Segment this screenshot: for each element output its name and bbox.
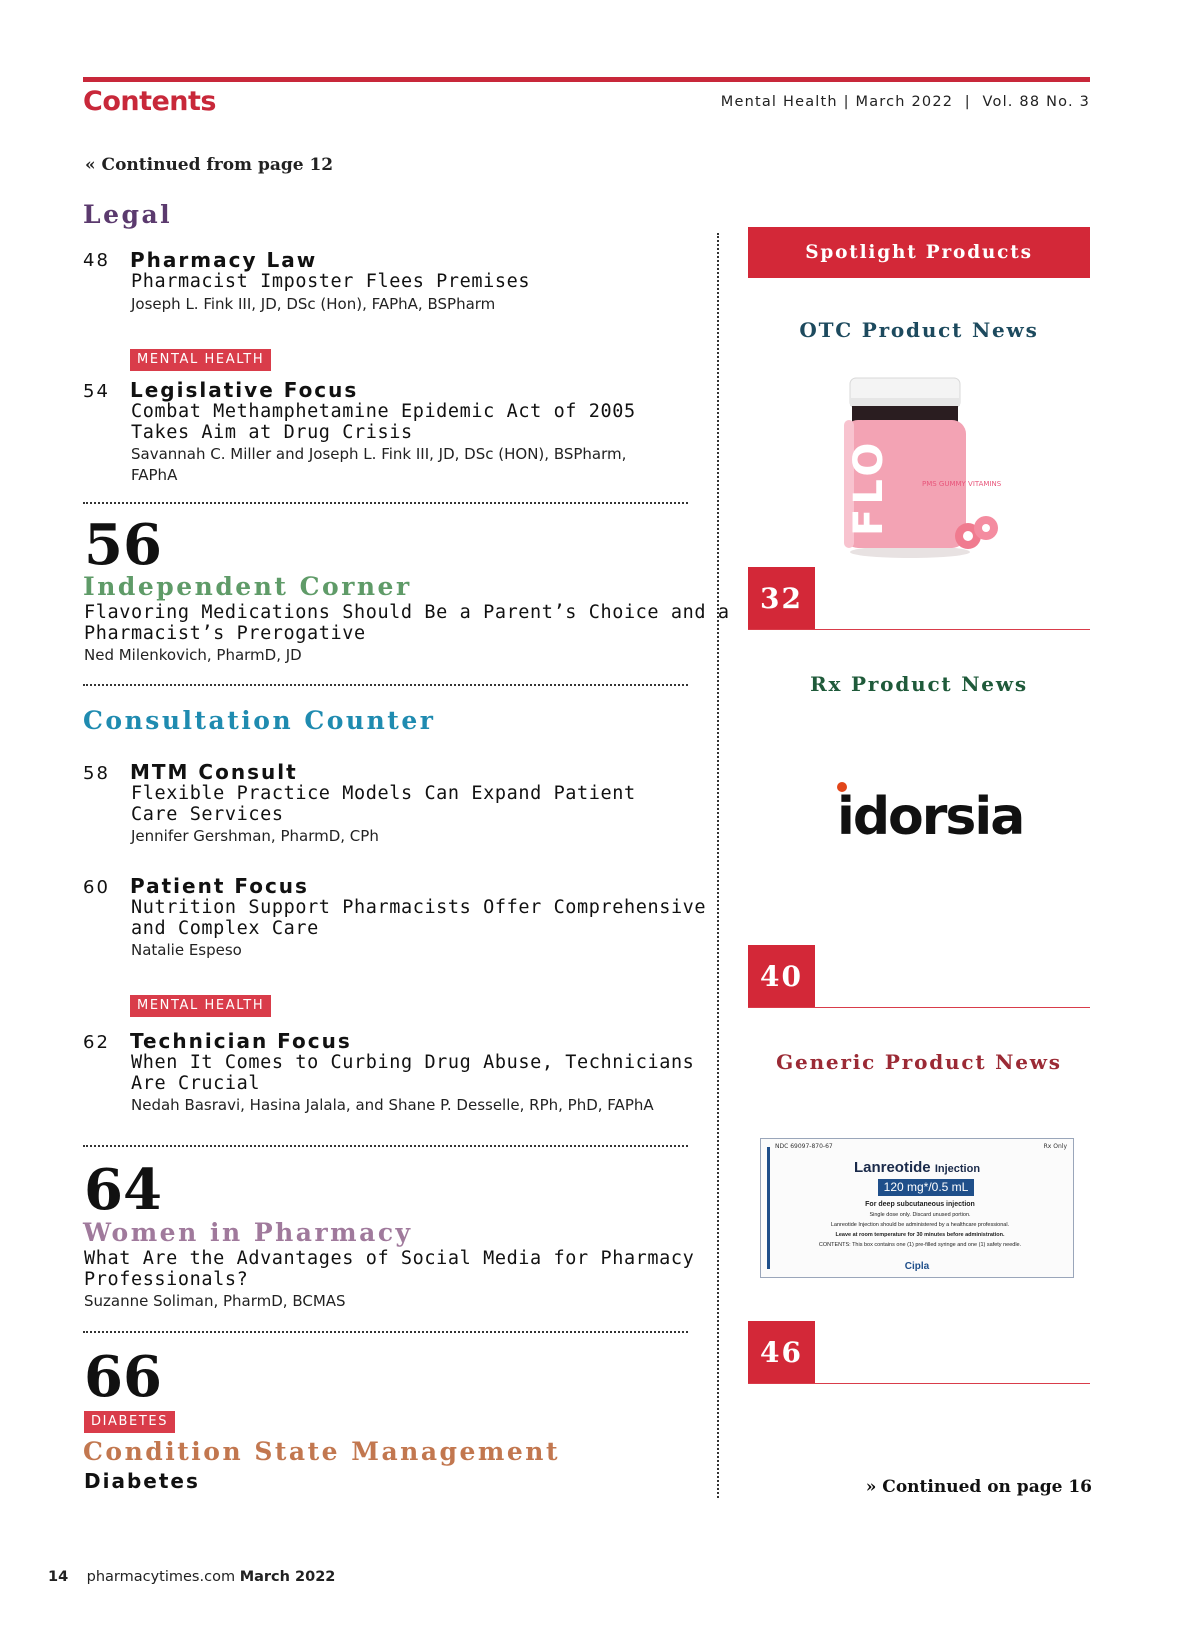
entry-author: Jennifer Gershman, PharmD, CPh [131,827,379,845]
mental-health-badge: MENTAL HEALTH [130,995,271,1017]
headline-line: Flavoring Medications Should Be a Parent’s Choice and a [84,602,730,623]
headline-line: Care Services [131,804,284,825]
lanreotide-box-image[interactable] [760,1138,1074,1278]
dotted-divider [83,502,688,504]
header-rule [83,77,1090,82]
dotted-divider [83,1145,688,1147]
entry-subtitle[interactable]: Diabetes [84,1469,200,1493]
footer-site[interactable]: pharmacytimes.com [86,1569,236,1585]
flo-label-text: FLO [846,438,892,536]
product-news-title[interactable]: OTC Product News [799,318,1039,342]
product-page-number[interactable]: 46 [748,1321,815,1384]
entry-department[interactable]: Legislative Focus [130,378,359,402]
entry-headline[interactable] [131,1052,694,1094]
product-underline [748,1383,1090,1384]
entry-department[interactable]: Technician Focus [130,1029,352,1053]
headline-line: Nutrition Support Pharmacists Offer Comprehensive [131,897,707,918]
page-title: Contents [83,86,217,117]
section-title-consultation-counter: Consultation Counter [83,706,436,735]
section-title-independent-corner[interactable]: Independent Corner [83,572,412,601]
section-title-women-in-pharmacy[interactable]: Women in Pharmacy [83,1218,413,1247]
dose-box [878,1179,974,1196]
feature-page-number: 64 [84,1157,162,1223]
diabetes-badge: DIABETES [84,1411,175,1433]
headline-line: What Are the Advantages of Social Media for Pharmacy [84,1248,695,1269]
product-page-number[interactable]: 32 [748,567,815,630]
dotted-divider [83,684,688,686]
headline-line: and Complex Care [131,918,319,939]
product-underline [748,629,1090,630]
entry-page-number: 58 [83,763,110,784]
entry-page-number: 62 [83,1032,110,1053]
section-title-legal: Legal [83,200,173,229]
flo-sub-label-text: PMS GUMMY VITAMINS [922,480,1002,488]
drug-name [761,1159,1073,1176]
product-news-title[interactable]: Generic Product News [776,1050,1062,1074]
headline-line: Pharmacist’s Prerogative [84,623,366,644]
entry-headline[interactable] [84,1248,694,1290]
entry-department[interactable]: Pharmacy Law [130,248,318,272]
column-divider [717,233,719,1498]
feature-page-number: 66 [84,1344,162,1410]
headline-line: Combat Methamphetamine Epidemic Act of 2005 [131,401,636,422]
ndc-text: NDC 69097-870-67 [775,1143,833,1150]
entry-author: Ned Milenkovich, PharmD, JD [84,646,302,664]
entry-author: Nedah Basravi, Hasina Jalala, and Shane P. Desselle, RPh, PhD, FAPhA [131,1096,654,1114]
entry-page-number: 48 [83,250,110,271]
entry-headline[interactable] [84,602,730,644]
author-line: Savannah C. Miller and Joseph L. Fink III, JD, DSc (HON), BSPharm, [131,445,627,463]
cipla-brand: Cipla [904,1261,930,1272]
author-line: FAPhA [131,466,178,484]
entry-department[interactable]: MTM Consult [130,760,298,784]
headline-line: Professionals? [84,1269,249,1290]
product-page-number[interactable]: 40 [748,945,815,1008]
fineprint-line: Lanreotide Injection should be administered by a healthcare professional. [830,1222,1010,1228]
idorsia-logo-text: idorsia [837,787,1024,840]
flo-gummy-bottle-image[interactable] [810,376,1010,561]
mental-health-badge: MENTAL HEALTH [130,349,271,371]
dose-text: 120 mg*/0.5 mL [883,1180,969,1194]
drug-name-suffix: Injection [934,1163,981,1175]
section-title-condition-state-management[interactable]: Condition State Management [83,1437,560,1466]
fineprint-line: For deep subcutaneous injection [865,1201,975,1208]
rx-only-text: Rx Only [1043,1143,1067,1150]
issue-info: Mental Health | March 2022 | Vol. 88 No. 3 [720,94,1090,110]
box-fineprint [773,1200,1067,1250]
headline-line: Flexible Practice Models Can Expand Patient [131,783,636,804]
entry-page-number: 60 [83,877,110,898]
headline-line: When It Comes to Curbing Drug Abuse, Technicians [131,1052,695,1073]
feature-page-number: 56 [84,512,162,578]
entry-author: Natalie Espeso [131,941,242,959]
entry-author: Suzanne Soliman, PharmD, BCMAS [84,1292,346,1310]
product-news-title[interactable]: Rx Product News [810,672,1028,696]
footer-page-number: 14 [48,1569,69,1585]
dotted-divider [83,1331,688,1333]
fineprint-line: CONTENTS: This box contains one (1) pre-filled syringe and one (1) safety needle. [818,1242,1022,1248]
idorsia-logo[interactable] [835,780,1025,840]
entry-headline[interactable] [131,401,636,443]
spotlight-products-banner: Spotlight Products [748,227,1090,278]
entry-author [131,444,626,486]
page-footer [48,1569,335,1585]
footer-date: March 2022 [239,1569,336,1585]
headline-line: Are Crucial [131,1073,261,1094]
entry-author: Joseph L. Fink III, JD, DSc (Hon), FAPhA, BSPharm [131,295,496,313]
drug-name-main: Lanreotide [853,1159,931,1176]
product-underline [748,1007,1090,1008]
fineprint-line: Leave at room temperature for 30 minutes before administration. [835,1232,1005,1238]
entry-headline[interactable]: Pharmacist Imposter Flees Premises [131,271,531,292]
entry-department[interactable]: Patient Focus [130,874,309,898]
entry-headline[interactable] [131,783,636,825]
continued-on-link[interactable]: » Continued on page 16 [865,1477,1092,1497]
continued-from-link[interactable]: « Continued from page 12 [85,155,334,175]
entry-page-number: 54 [83,381,110,402]
fineprint-line: Single dose only. Discard unused portion. [869,1212,971,1218]
headline-line: Takes Aim at Drug Crisis [131,422,413,443]
entry-headline[interactable] [131,897,706,939]
